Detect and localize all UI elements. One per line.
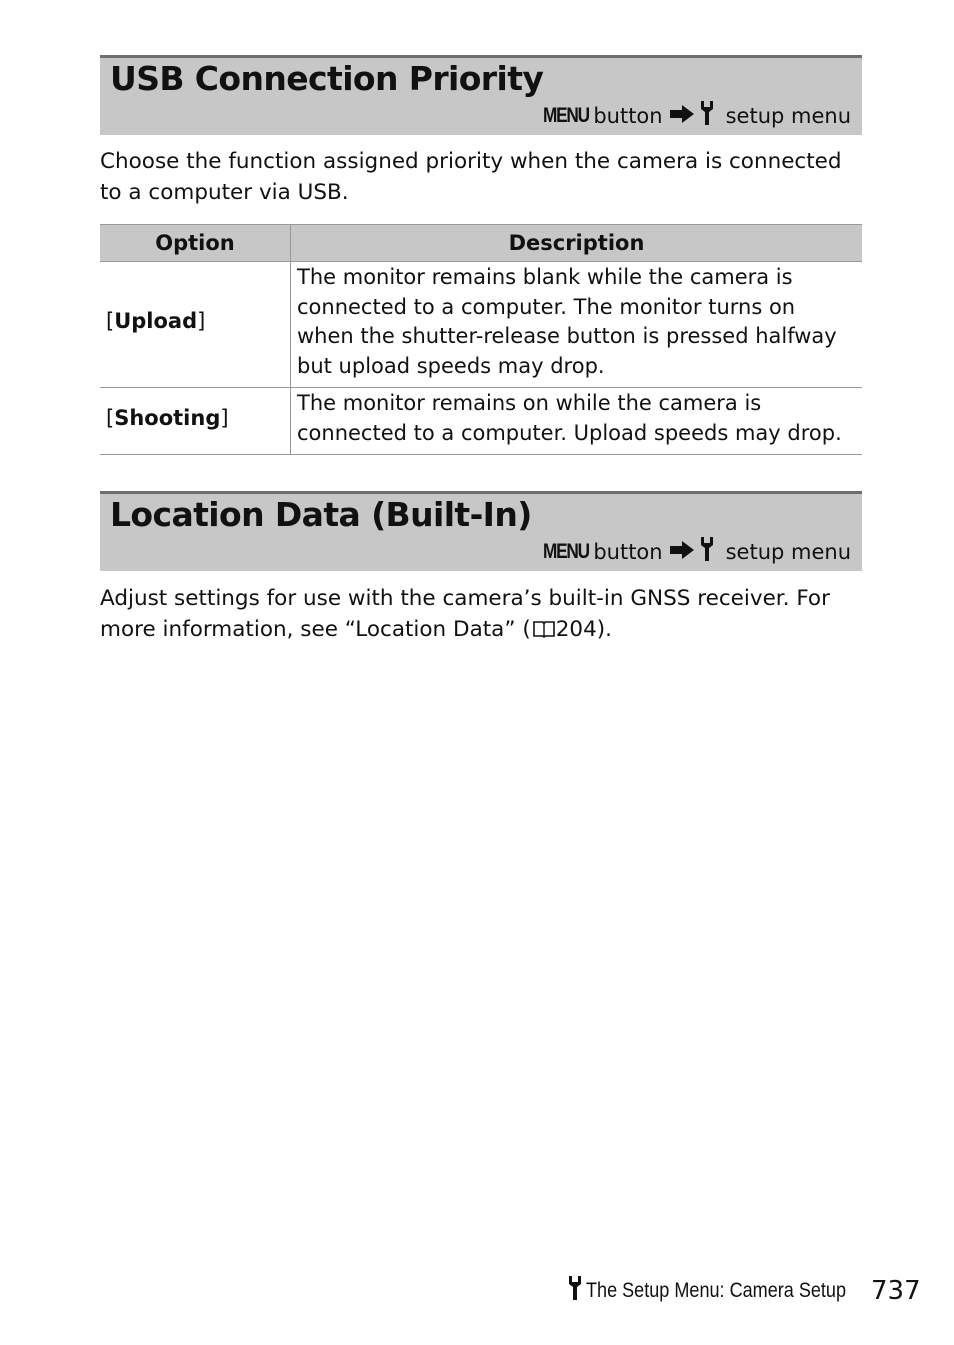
option-name: Upload [114,309,198,334]
option-name: Shooting [114,405,221,430]
description-cell: The monitor remains on while the camera is connected to a computer. Upload speeds may drop. [291,388,863,455]
right-arrow-icon [670,540,694,564]
section-header-location [100,491,862,571]
wrench-icon [700,101,714,130]
wrench-icon [568,1276,582,1306]
menu-path [533,101,851,130]
menu-button-word: button [593,103,663,128]
location-intro-before: Adjust settings for use with the camera’s built-in GNSS receiver. For more information, see “Location Data” ( [100,586,830,642]
page-number: 737 [871,1276,921,1306]
table-row [100,262,862,388]
menu-button-word: button [593,539,663,564]
section-header-usb [100,55,862,135]
footer-section-label: The Setup Menu: Camera Setup [586,1279,847,1302]
location-intro-after: ). [596,617,612,642]
right-arrow-icon [670,104,694,128]
column-header-description: Description [291,225,863,262]
menu-key: MENU [543,539,590,563]
page-reference-link[interactable]: 204 [555,617,597,642]
location-intro-text [100,583,865,647]
option-cell: [Shooting] [100,388,291,455]
wrench-icon [700,537,714,566]
column-header-option: Option [100,225,291,262]
section-title: USB Connection Priority [110,59,544,98]
menu-key: MENU [543,103,590,127]
table-row [100,388,862,455]
usb-intro-text: Choose the function assigned priority when the camera is connected to a computer via USB. [100,149,842,205]
options-table [100,224,862,455]
section-title: Location Data (Built-In) [110,495,532,534]
menu-path [533,537,851,566]
book-icon [533,616,555,647]
description-cell: The monitor remains blank while the camera is connected to a computer. The monitor turns on when the shutter-release button is pressed halfway but upload speeds may drop. [291,262,863,388]
table-header-row [100,225,862,262]
page-footer [568,1276,888,1306]
option-cell: [Upload] [100,262,291,388]
menu-name: setup menu [725,539,851,564]
menu-name: setup menu [725,103,851,128]
